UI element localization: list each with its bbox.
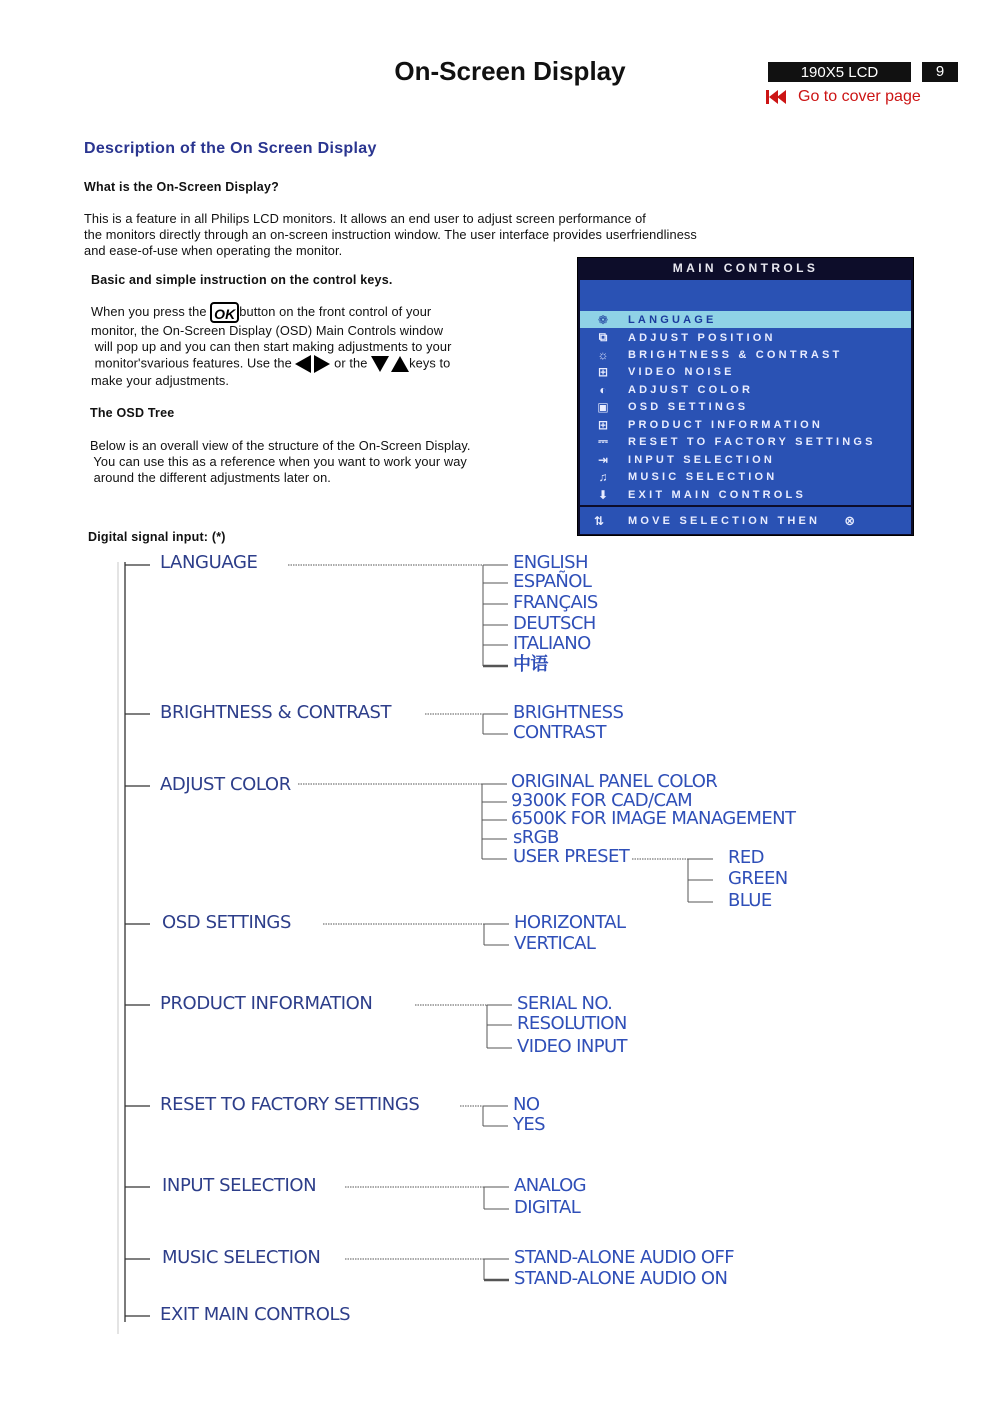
what-paragraph <box>84 211 697 259</box>
osd-item-video-noise[interactable] <box>580 363 911 380</box>
osd-menu <box>580 280 911 505</box>
text-run: monitor, the On-Screen Display (OSD) Main Controls window <box>91 323 444 338</box>
tree-option: VERTICAL <box>514 933 596 954</box>
tree-music-selection: MUSIC SELECTION <box>162 1247 321 1268</box>
tree-option: DEUTSCH <box>513 613 596 634</box>
tree-reset-factory: RESET TO FACTORY SETTINGS <box>160 1094 420 1115</box>
osd-item-input-selection[interactable] <box>580 451 911 468</box>
page-number: 9 <box>922 62 958 82</box>
tree-option: DIGITAL <box>514 1197 581 1218</box>
tree-option: SERIAL NO. <box>517 993 613 1014</box>
section-title: Description of the On Screen Display <box>84 140 377 157</box>
osd-main-controls-window <box>577 257 914 536</box>
osd-item-label: ADJUST POSITION <box>628 331 776 344</box>
tree-option: YES <box>513 1114 545 1135</box>
ok-circle-icon: ⊗ <box>844 512 856 528</box>
tree-option: ENGLISH <box>513 552 588 573</box>
tree-option: RED <box>728 847 764 868</box>
digital-signal-label: Digital signal input: (*) <box>88 530 226 544</box>
right-arrow-icon <box>314 355 330 373</box>
tree-option: GREEN <box>728 868 788 889</box>
tree-option: STAND-ALONE AUDIO OFF <box>514 1247 735 1268</box>
noise-icon: ⊞ <box>597 364 609 379</box>
osd-item-product-information[interactable] <box>580 416 911 433</box>
osd-item-language[interactable] <box>580 311 911 328</box>
color-icon: ◐ <box>599 382 607 397</box>
what-line: and ease-of-use when operating the monitor. <box>84 243 343 258</box>
tree-option: BRIGHTNESS <box>513 702 624 723</box>
osd-item-reset[interactable] <box>580 433 911 450</box>
tree-option: ITALIANO <box>513 633 591 654</box>
tree-option: HORIZONTAL <box>514 912 626 933</box>
brightness-icon: ☼ <box>597 347 609 362</box>
product-info-icon: ⊞ <box>597 417 609 432</box>
tree-option: 中语 <box>513 654 548 675</box>
tree-language: LANGUAGE <box>160 552 258 573</box>
osd-item-adjust-color[interactable] <box>580 381 911 398</box>
osd-item-osd-settings[interactable] <box>580 398 911 415</box>
tree-line: Below is an overall view of the structure of the On-Screen Display. <box>90 438 471 453</box>
page-title: On-Screen Display <box>394 56 626 86</box>
osd-item-label: EXIT MAIN CONTROLS <box>628 488 806 501</box>
osd-item-label: OSD SETTINGS <box>628 400 749 413</box>
basic-heading: Basic and simple instruction on the control keys. <box>91 273 393 287</box>
osd-item-label: RESET TO FACTORY SETTINGS <box>628 435 876 448</box>
osd-item-label: BRIGHTNESS & CONTRAST <box>628 348 843 361</box>
left-arrow-icon <box>295 355 311 373</box>
tree-option: ANALOG <box>514 1175 586 1196</box>
tree-option: FRANÇAIS <box>513 592 598 613</box>
osd-footer <box>580 507 911 534</box>
osd-item-label: ADJUST COLOR <box>628 383 754 396</box>
osd-item-label: INPUT SELECTION <box>628 453 776 466</box>
tree-option: ESPAÑOL <box>513 571 592 592</box>
tree-option: ORIGINAL PANEL COLOR <box>511 771 718 792</box>
position-icon: ⧉ <box>598 330 608 344</box>
tree-option: STAND-ALONE AUDIO ON <box>514 1268 728 1289</box>
text-run: When you press the <box>91 303 211 319</box>
osd-tree-heading: The OSD Tree <box>90 406 175 420</box>
tree-line: You can use this as a reference when you want to work your way <box>90 454 467 469</box>
model-badge: 190X5 LCD <box>768 62 911 82</box>
tree-option: BLUE <box>728 890 772 911</box>
osd-item-label: LANGUAGE <box>628 313 717 326</box>
up-arrow-icon <box>391 356 409 372</box>
osd-footer-label: MOVE SELECTION THEN <box>628 514 821 527</box>
tree-paragraph <box>90 438 471 486</box>
up-down-icon: ⇅ <box>594 513 605 528</box>
tree-option: sRGB <box>513 827 559 848</box>
osd-settings-icon: ▣ <box>597 399 609 414</box>
text-run: or the <box>330 355 372 371</box>
reset-icon: ⎓ <box>598 434 608 448</box>
ok-button-icon: OK <box>210 302 239 323</box>
osd-item-exit[interactable] <box>580 486 911 503</box>
what-line: This is a feature in all Philips LCD monitors. It allows an end user to adjust screen performance of <box>84 211 646 226</box>
basic-paragraph <box>91 302 451 389</box>
osd-item-label: MUSIC SELECTION <box>628 470 778 483</box>
tree-option: CONTRAST <box>513 722 606 743</box>
tree-osd-settings: OSD SETTINGS <box>162 912 291 933</box>
exit-icon: ⬇ <box>597 487 609 502</box>
text-run: make your adjustments. <box>91 373 230 388</box>
speaker-icon: ♫ <box>598 469 608 484</box>
text-run: monitor'svarious features. Use the <box>91 355 296 371</box>
what-line: the monitors directly through an on-screen instruction window. The user interface provides userfriendliness <box>84 227 697 242</box>
cover-link-label[interactable]: Go to cover page <box>798 88 921 105</box>
tree-brightness-contrast: BRIGHTNESS & CONTRAST <box>160 702 392 723</box>
text-run: will pop up and you can then start making adjustments to your <box>91 339 452 354</box>
tree-line: around the different adjustments later on. <box>90 470 331 485</box>
osd-item-music-selection[interactable] <box>580 468 911 485</box>
text-run: button on the front control of your <box>239 303 432 319</box>
tree-product-information: PRODUCT INFORMATION <box>160 993 373 1014</box>
tree-adjust-color: ADJUST COLOR <box>160 774 291 795</box>
tree-option: 6500K FOR IMAGE MANAGEMENT <box>511 808 796 829</box>
tree-exit-main-controls: EXIT MAIN CONTROLS <box>160 1304 351 1325</box>
tree-option: 9300K FOR CAD/CAM <box>511 790 693 811</box>
down-arrow-icon <box>371 356 389 372</box>
tree-input-selection: INPUT SELECTION <box>162 1175 317 1196</box>
osd-item-label: VIDEO NOISE <box>628 365 735 378</box>
text-run: keys to <box>409 355 451 371</box>
tree-option: RESOLUTION <box>517 1013 627 1034</box>
tree-option: VIDEO INPUT <box>517 1036 627 1057</box>
osd-item-brightness-contrast[interactable] <box>580 346 911 363</box>
go-to-cover-link[interactable] <box>766 88 921 106</box>
tree-option: USER PRESET <box>513 846 630 867</box>
first-page-icon <box>766 90 788 104</box>
input-icon: ⇥ <box>597 452 609 467</box>
language-icon: ❁ <box>597 312 609 327</box>
osd-item-label: PRODUCT INFORMATION <box>628 418 824 431</box>
osd-item-adjust-position[interactable] <box>580 329 911 346</box>
what-heading: What is the On-Screen Display? <box>84 180 279 194</box>
osd-header: MAIN CONTROLS <box>672 261 819 275</box>
tree-option: NO <box>513 1094 540 1115</box>
